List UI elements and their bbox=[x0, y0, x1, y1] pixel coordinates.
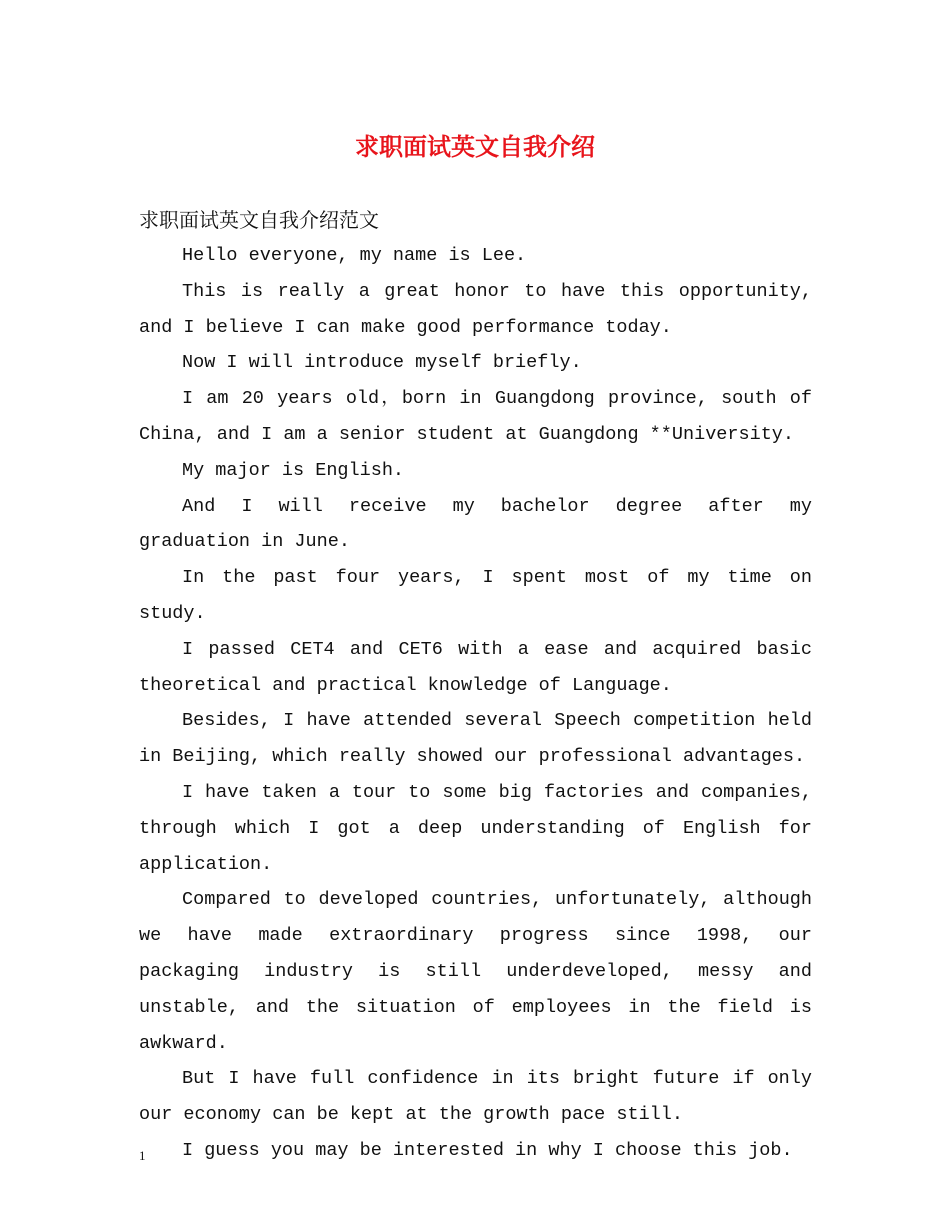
page-number: 1 bbox=[139, 1148, 146, 1163]
document-body bbox=[139, 238, 812, 1169]
paragraph: Now I will introduce myself briefly. bbox=[182, 352, 582, 374]
paragraph: Besides, I have attended several Speech competition held in Beijing, which really showed our professional advantages. bbox=[139, 710, 812, 768]
paragraph: My major is English. bbox=[182, 459, 405, 481]
document-title: 求职面试英文自我介绍 bbox=[355, 132, 595, 161]
document-subtitle: 求职面试英文自我介绍范文 bbox=[139, 208, 379, 232]
paragraph: I guess you may be interested in why I choose this job. bbox=[182, 1139, 793, 1161]
paragraph: This is really a great honor to have this opportunity, and I believe I can make good performance today. bbox=[139, 280, 812, 338]
paragraph: I am 20 years old，born in Guangdong province, south of China, and I am a senior student at Guangdong **University. bbox=[139, 388, 812, 445]
paragraph: And I will receive my bachelor degree after my graduation in June. bbox=[139, 495, 812, 553]
paragraph: But I have full confidence in its bright future if only our economy can be kept at the growth pace still. bbox=[139, 1068, 812, 1126]
paragraph: I passed CET4 and CET6 with a ease and acquired basic theoretical and practical knowledge of Language. bbox=[139, 638, 812, 696]
paragraph: I have taken a tour to some big factories and companies, through which I got a deep understanding of English for application. bbox=[139, 781, 812, 875]
paragraph: In the past four years, I spent most of my time on study. bbox=[139, 567, 812, 624]
paragraph: Compared to developed countries, unfortunately, although we have made extraordinary progress since 1998, our packaging industry is still underdeveloped, messy and unstable, and the situation of employees in the field is awkward. bbox=[139, 889, 812, 1054]
paragraph: Hello everyone, my name is Lee. bbox=[182, 245, 527, 266]
